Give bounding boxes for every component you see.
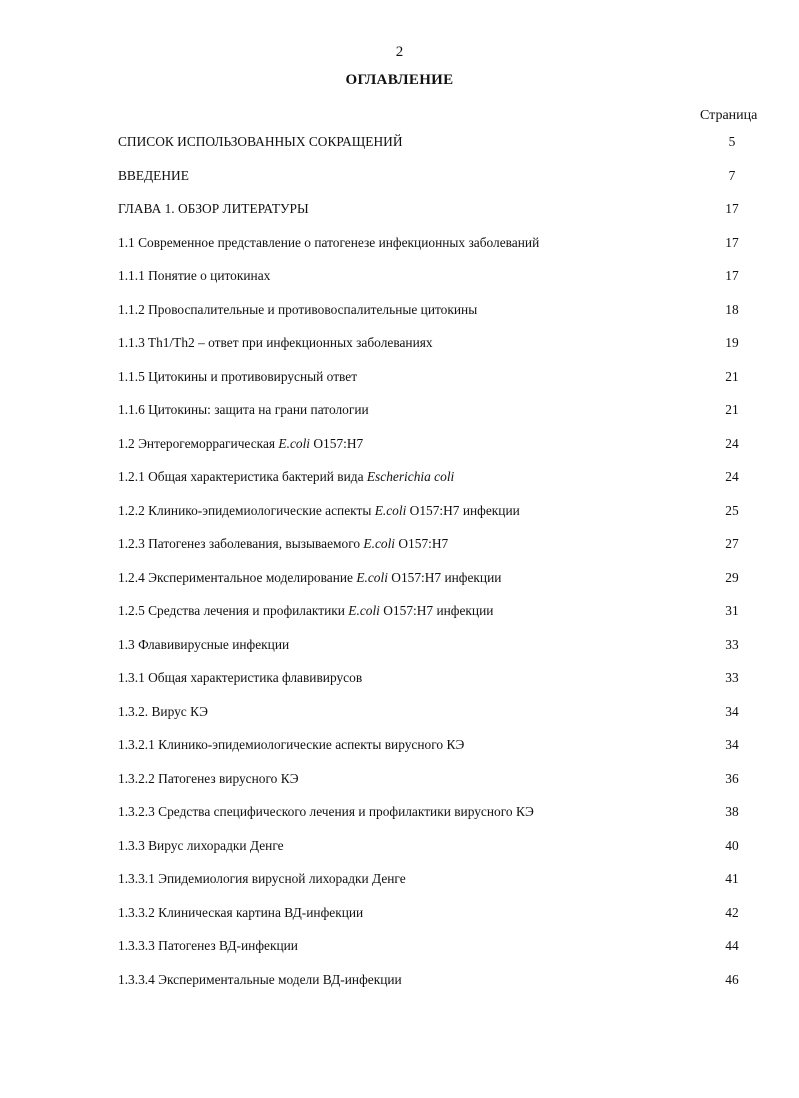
- toc-entry-page: 42: [725, 904, 739, 920]
- toc-entry-title: [118, 264, 688, 288]
- toc-entry[interactable]: [118, 298, 768, 332]
- toc-entry-title: [118, 700, 688, 724]
- toc-entry-page: 34: [725, 737, 739, 752]
- toc-entry-text: 1.1.5 Цитокины и противовирусный ответ: [118, 368, 358, 384]
- toc-entry-title: [118, 365, 688, 389]
- toc-entry-text: 1.3.1 Общая характеристика флавивирусов: [118, 670, 363, 685]
- toc-entry-page: 5: [728, 134, 736, 149]
- toc-entry-italic-term: E.coli: [356, 569, 388, 585]
- toc-entry[interactable]: [118, 666, 768, 700]
- toc-entry-title: [118, 968, 688, 992]
- toc-entry-text: O157:H7 инфекции: [406, 502, 520, 518]
- toc-entry-title: [118, 331, 688, 355]
- toc-entry-text: 1.3.3.1 Эпидемиология вирусной лихорадки Денге: [118, 871, 406, 886]
- toc-entry[interactable]: [118, 700, 768, 734]
- toc-entry-page: 38: [725, 804, 739, 819]
- toc-entry-page: 17: [725, 268, 739, 283]
- toc-entry-italic-term: E.coli: [374, 502, 407, 518]
- toc-entry[interactable]: [118, 800, 768, 834]
- toc-entry[interactable]: [118, 197, 768, 231]
- toc-entry[interactable]: [118, 231, 768, 265]
- toc-entry-page: 41: [725, 871, 739, 886]
- toc-entry-page: 7: [728, 167, 736, 183]
- toc-entry-title: [118, 834, 688, 858]
- toc-entry-text: 1.3.2.3 Средства специфического лечения и профилактики вирусного КЭ: [118, 804, 534, 819]
- toc-entry-page: 46: [725, 971, 739, 987]
- toc-entry-title: [118, 633, 688, 657]
- toc-entry[interactable]: [118, 633, 768, 667]
- toc-entry-text: 1.1 Современное представление о патогенезе инфекционных заболеваний: [118, 234, 540, 250]
- toc-entry[interactable]: [118, 499, 768, 533]
- toc-entry-title: [118, 566, 688, 590]
- toc-entry-title: [118, 767, 688, 791]
- toc-entry-page: 33: [725, 636, 739, 652]
- toc-entry-text: 1.2.3 Патогенез заболевания, вызываемого: [118, 536, 364, 551]
- table-of-contents: [118, 130, 768, 1001]
- toc-entry-title: [118, 231, 688, 255]
- toc-entry-title: [118, 800, 688, 824]
- toc-entry[interactable]: [118, 934, 768, 968]
- toc-entry-page: 17: [725, 201, 739, 216]
- toc-entry-title: [118, 164, 688, 188]
- toc-entry-text: 1.1.2 Провоспалительные и противовоспалительные цитокины: [118, 301, 478, 317]
- toc-entry-italic-term: E.coli: [348, 603, 380, 618]
- toc-entry-italic-term: E.coli: [363, 536, 396, 551]
- toc-entry-page: 21: [725, 402, 739, 417]
- toc-entry[interactable]: [118, 398, 768, 432]
- toc-entry[interactable]: [118, 331, 768, 365]
- toc-entry-title: [118, 532, 688, 556]
- toc-entry-title: [118, 901, 688, 925]
- toc-entry[interactable]: [118, 834, 768, 868]
- toc-entry-text: 1.2.1 Общая характеристика бактерий вида: [118, 469, 367, 484]
- toc-entry-text: 1.2.2 Клинико-эпидемиологические аспекты: [118, 502, 375, 518]
- toc-entry-page: 25: [725, 502, 739, 518]
- toc-entry-page: 24: [725, 469, 739, 484]
- toc-entry-text: 1.3.3 Вирус лихорадки Денге: [118, 837, 284, 853]
- toc-entry-title: [118, 666, 688, 690]
- toc-entry-text: 1.1.1 Понятие о цитокинах: [118, 268, 271, 283]
- toc-entry-title: [118, 130, 688, 154]
- toc-entry-title: [118, 432, 688, 456]
- toc-entry-page: 40: [725, 837, 739, 853]
- toc-entry-text: 1.3.3.2 Клиническая картина ВД-инфекции: [118, 904, 364, 920]
- toc-entry[interactable]: [118, 164, 768, 198]
- toc-entry-text: O157:H7: [310, 435, 364, 451]
- toc-entry[interactable]: [118, 901, 768, 935]
- toc-entry[interactable]: [118, 365, 768, 399]
- toc-entry-page: 17: [725, 234, 739, 250]
- toc-entry-text: ВВЕДЕНИЕ: [118, 167, 189, 183]
- toc-entry-text: 1.2.4 Экспериментальное моделирование: [118, 569, 357, 585]
- toc-entry-text: 1.3.3.3 Патогенез ВД-инфекции: [118, 938, 298, 953]
- toc-entry-page: 44: [725, 938, 739, 953]
- toc-entry-title: [118, 465, 688, 489]
- toc-entry[interactable]: [118, 599, 768, 633]
- toc-entry[interactable]: [118, 968, 768, 1002]
- toc-entry[interactable]: [118, 867, 768, 901]
- toc-entry-page: 18: [725, 301, 739, 317]
- toc-entry[interactable]: [118, 264, 768, 298]
- toc-entry-page: 19: [725, 335, 739, 350]
- toc-entry-text: 1.1.3 Th1/Th2 – ответ при инфекционных заболеваниях: [118, 335, 433, 350]
- toc-entry[interactable]: [118, 130, 768, 164]
- toc-entry-page: 27: [725, 536, 739, 551]
- toc-entry[interactable]: [118, 465, 768, 499]
- toc-entry-title: [118, 398, 688, 422]
- page-number: 2: [395, 44, 404, 60]
- toc-entry-text: 1.3 Флавивирусные инфекции: [118, 636, 290, 652]
- toc-entry-title: [118, 599, 688, 623]
- toc-entry-page: 36: [725, 770, 739, 786]
- toc-entry-page: 29: [725, 569, 739, 585]
- toc-entry-text: 1.3.2. Вирус КЭ: [118, 703, 209, 719]
- toc-entry-page: 34: [725, 703, 739, 719]
- toc-entry-text: O157:H7: [395, 536, 449, 551]
- toc-title: ОГЛАВЛЕНИЕ: [345, 72, 454, 88]
- toc-entry-text: 1.3.2.1 Клинико-эпидемиологические аспекты вирусного КЭ: [118, 737, 465, 752]
- toc-entry-text: ГЛАВА 1. ОБЗОР ЛИТЕРАТУРЫ: [118, 201, 309, 216]
- toc-entry-page: 31: [725, 603, 739, 618]
- toc-entry-text: O157:H7 инфекции: [379, 603, 494, 618]
- toc-entry-text: 1.2 Энтерогеморрагическая: [118, 435, 279, 451]
- toc-entry-title: [118, 733, 688, 757]
- toc-entry-title: [118, 867, 688, 891]
- toc-entry-text: СПИСОК ИСПОЛЬЗОВАННЫХ СОКРАЩЕНИЙ: [118, 134, 403, 149]
- toc-entry-title: [118, 298, 688, 322]
- toc-entry-page: 33: [725, 670, 739, 685]
- toc-entry-text: O157:H7 инфекции: [387, 569, 502, 585]
- toc-entry[interactable]: [118, 432, 768, 466]
- toc-entry-title: [118, 197, 688, 221]
- toc-entry-text: 1.3.3.4 Экспериментальные модели ВД-инфекции: [118, 971, 402, 987]
- toc-entry[interactable]: [118, 532, 768, 566]
- page-column-header: Страница: [700, 108, 758, 123]
- toc-entry-italic-term: E.coli: [278, 435, 311, 451]
- toc-entry-page: 24: [725, 435, 739, 451]
- toc-entry-text: 1.1.6 Цитокины: защита на грани патологии: [118, 402, 369, 417]
- toc-entry-text: 1.3.2.2 Патогенез вирусного КЭ: [118, 770, 299, 786]
- toc-entry-italic-term: Escherichia coli: [366, 469, 455, 484]
- toc-entry[interactable]: [118, 566, 768, 600]
- dot-leader: [118, 181, 688, 182]
- toc-entry[interactable]: [118, 767, 768, 801]
- toc-entry-title: [118, 934, 688, 958]
- toc-entry[interactable]: [118, 733, 768, 767]
- toc-entry-title: [118, 499, 688, 523]
- toc-entry-text: 1.2.5 Средства лечения и профилактики: [118, 603, 349, 618]
- toc-entry-page: 21: [725, 368, 739, 384]
